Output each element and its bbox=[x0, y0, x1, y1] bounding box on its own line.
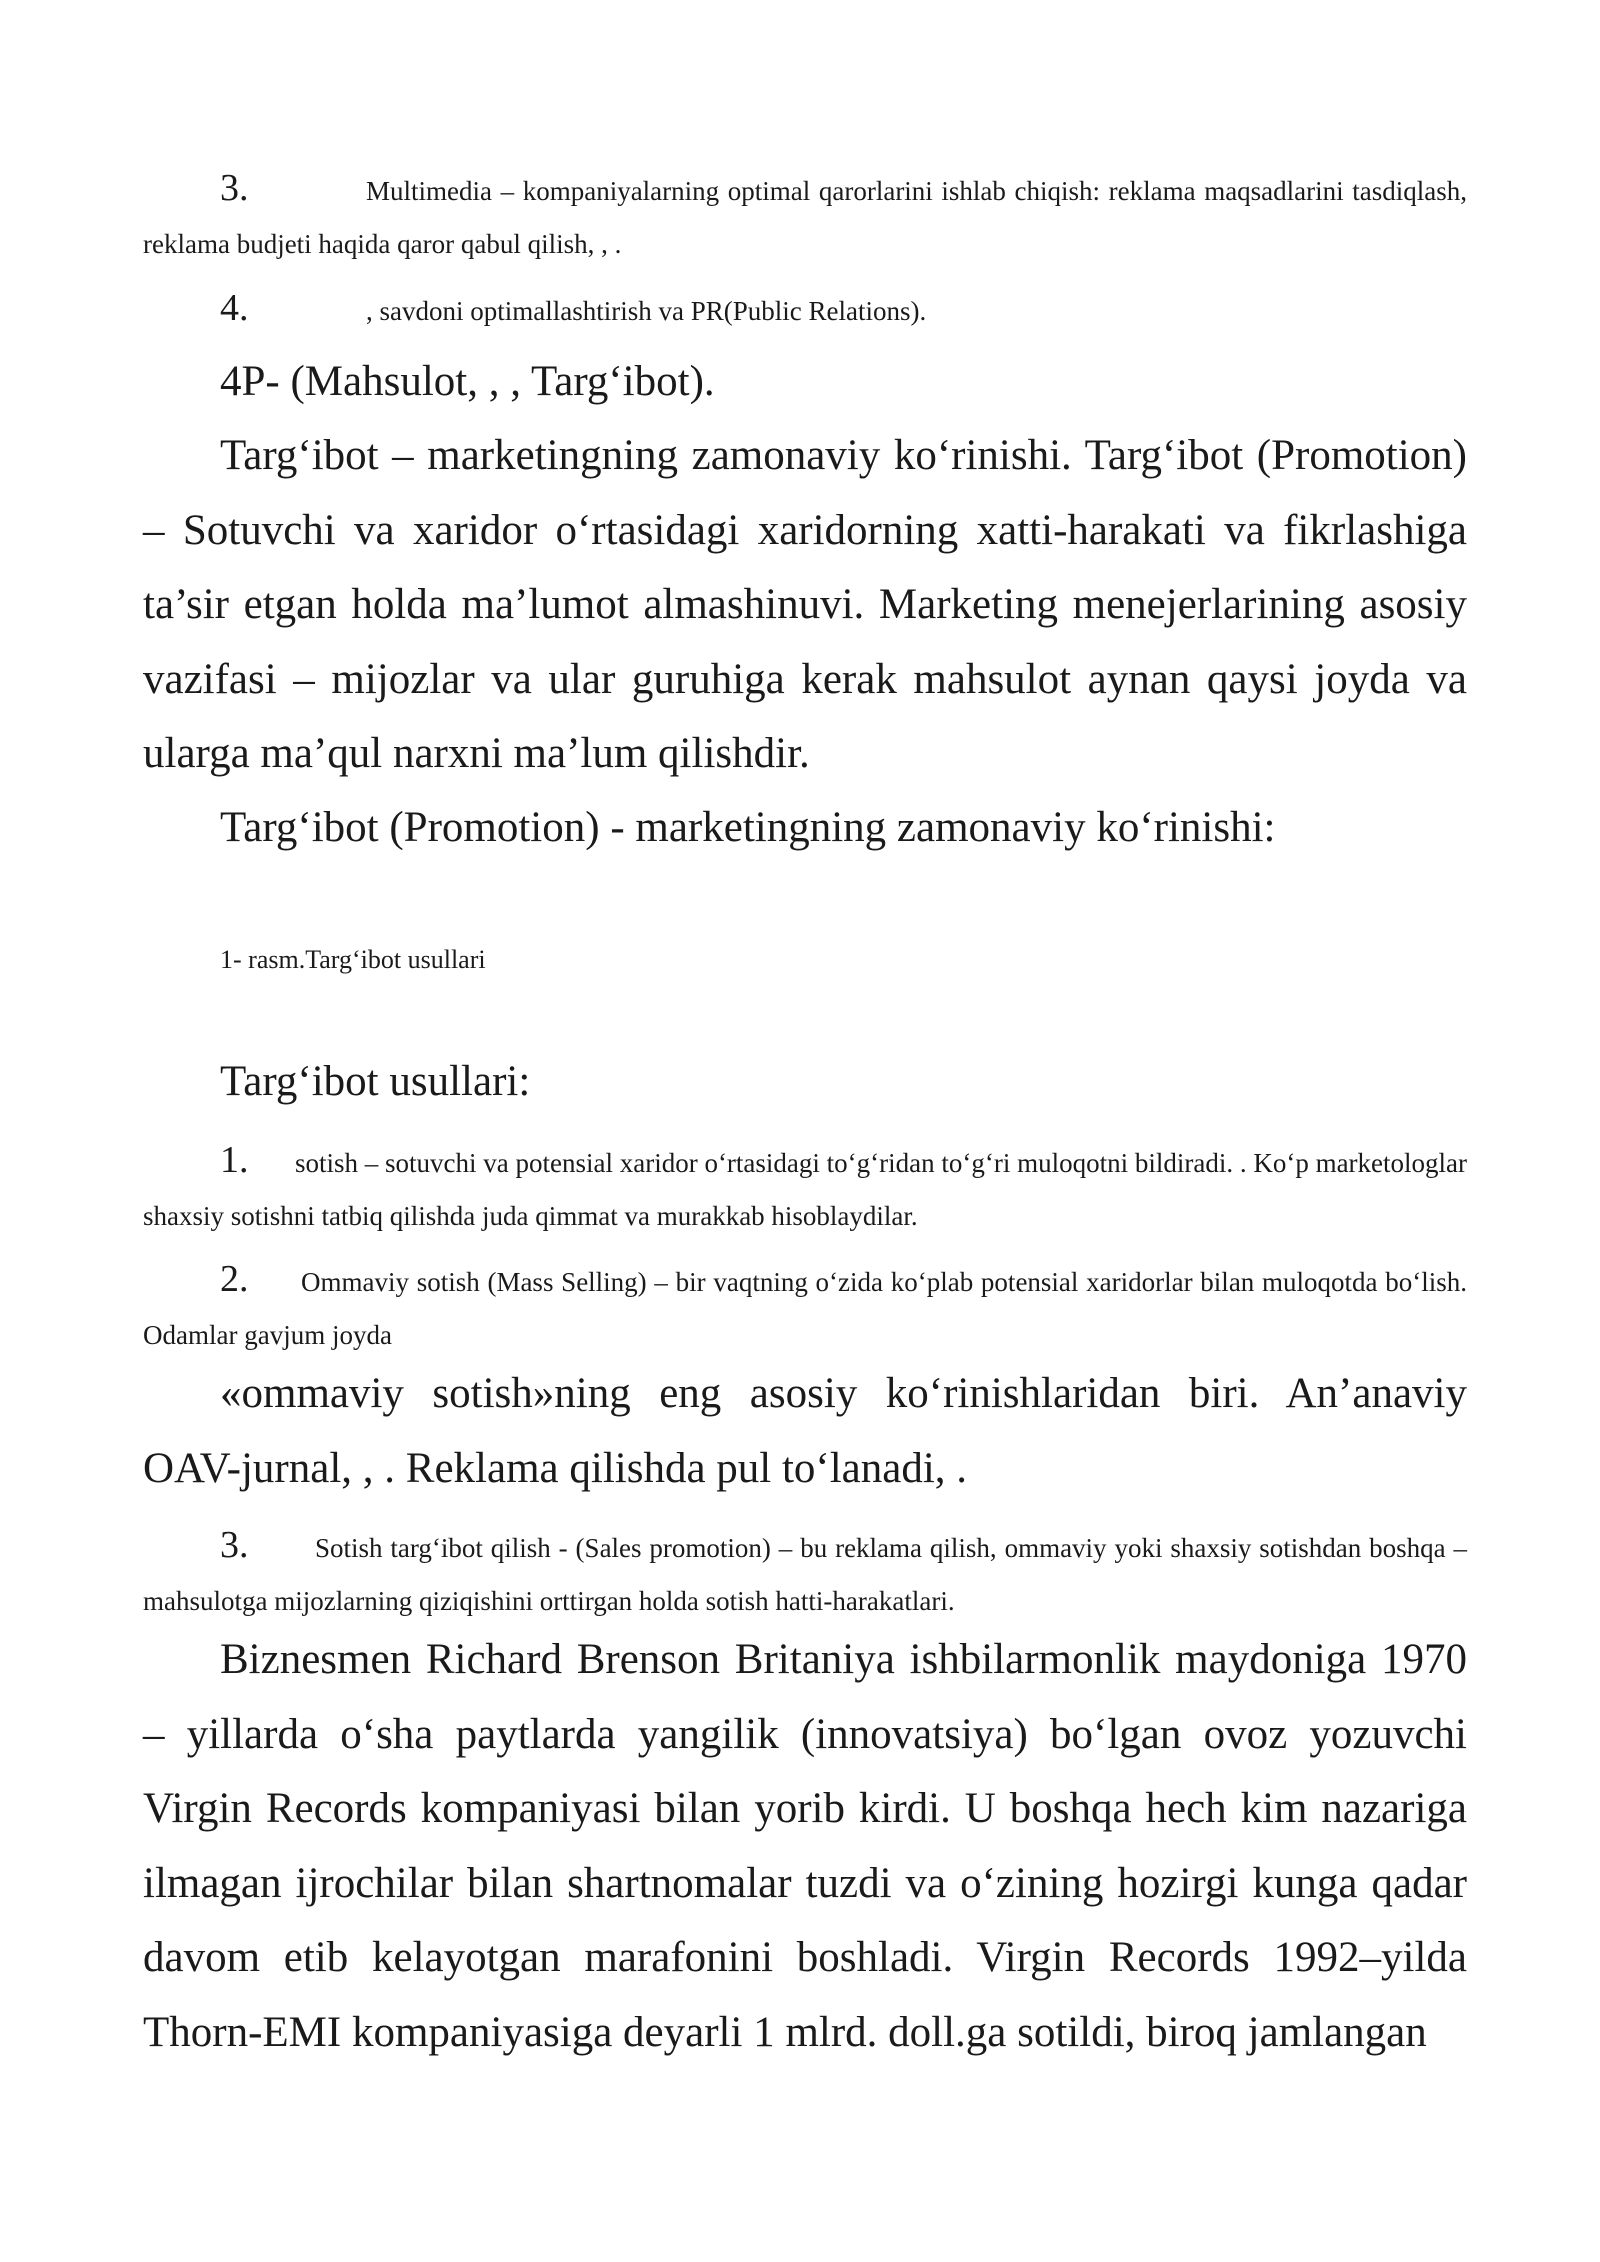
figure-caption: 1- rasm.Targ‘ibot usullari bbox=[220, 945, 486, 974]
four-p-line: 4P- (Mahsulot, , , Targ‘ibot). bbox=[220, 358, 715, 405]
method-item-sales-promotion bbox=[143, 1519, 1467, 1628]
list-item-text: Multimedia – kompaniyalarning optimal qarorlarini ishlab chiqish: reklama maqsadlarini tasdiqlash, reklama budjeti haqida qaror qabul qilish, , . bbox=[143, 176, 1467, 259]
list-number: 1. bbox=[220, 1139, 249, 1181]
list-item-text: Sotish targ‘ibot qilish - (Sales promotion) – bu reklama qilish, ommaviy yoki shaxsiy sotishdan boshqa – mahsulotga mijozlarning qiziqishini orttirgan holda sotish hatti-harakatlari. bbox=[143, 1533, 1467, 1616]
list-item-text: sotish – sotuvchi va potensial xaridor o‘rtasidagi to‘g‘ridan to‘g‘ri muloqotni bildiradi. . Ko‘p marketologlar shaxsiy sotishni tatbiq qilishda juda qimmat va murakkab hisoblaydilar. bbox=[143, 1148, 1468, 1231]
list-number: 2. bbox=[220, 1258, 249, 1300]
list-number: 4. bbox=[220, 287, 249, 329]
promotion-paragraph: Targ‘ibot – marketingning zamonaviy ko‘rinishi. Targ‘ibot (Promotion) – Sotuvchi va xaridor o‘rtasidagi xaridorning xatti-harakati va fikrlashiga ta’sir etgan holda ma’lumot almashinuvi. Marketing menejerlarining asosiy vazifasi – mijozlar va ular guruhiga kerak mahsulot aynan qaysi joyda va ularga ma’qul narxni ma’lum qilishdir. bbox=[143, 432, 1467, 777]
list-number: 3. bbox=[220, 1524, 249, 1566]
method-item-mass-selling bbox=[143, 1253, 1467, 1362]
promotion-heading: Targ‘ibot (Promotion) - marketingning zamonaviy ko‘rinishi: bbox=[220, 804, 1276, 851]
list-item-multimedia bbox=[143, 162, 1467, 271]
mass-selling-paragraph: «ommaviy sotish»ning eng asosiy ko‘rinishlaridan biri. An’anaviy OAV-jurnal, , . Reklama qilishda pul to‘lanadi, . bbox=[143, 1370, 1467, 1492]
list-item-text: Ommaviy sotish (Mass Selling) – bir vaqtning o‘zida ko‘plab potensial xaridorlar bilan muloqotda bo‘lish. Odamlar gavjum joyda bbox=[143, 1267, 1467, 1350]
list-item-text: , savdoni optimallashtirish va PR(Public Relations). bbox=[366, 296, 927, 326]
list-number: 3. bbox=[220, 167, 249, 209]
methods-heading: Targ‘ibot usullari: bbox=[220, 1058, 531, 1105]
branson-paragraph: Biznesmen Richard Brenson Britaniya ishbilarmonlik maydoniga 1970 – yillarda o‘sha paytlarda yangilik (innovatsiya) bo‘lgan ovoz yozuvchi Virgin Records kompaniyasi bilan yorib kirdi. U boshqa hech kim nazariga ilmagan ijrochilar bilan shartnomalar tuzdi va o‘zining hozirgi kunga qadar davom etib kelayotgan marafonini boshladi. Virgin Records 1992–yilda Thorn-EMI kompaniyasiga deyarli 1 mlrd. doll.ga sotildi, biroq jamlangan bbox=[143, 1636, 1467, 2056]
method-item-personal-selling bbox=[143, 1134, 1467, 1243]
list-item-sales-optimization bbox=[143, 282, 1467, 338]
